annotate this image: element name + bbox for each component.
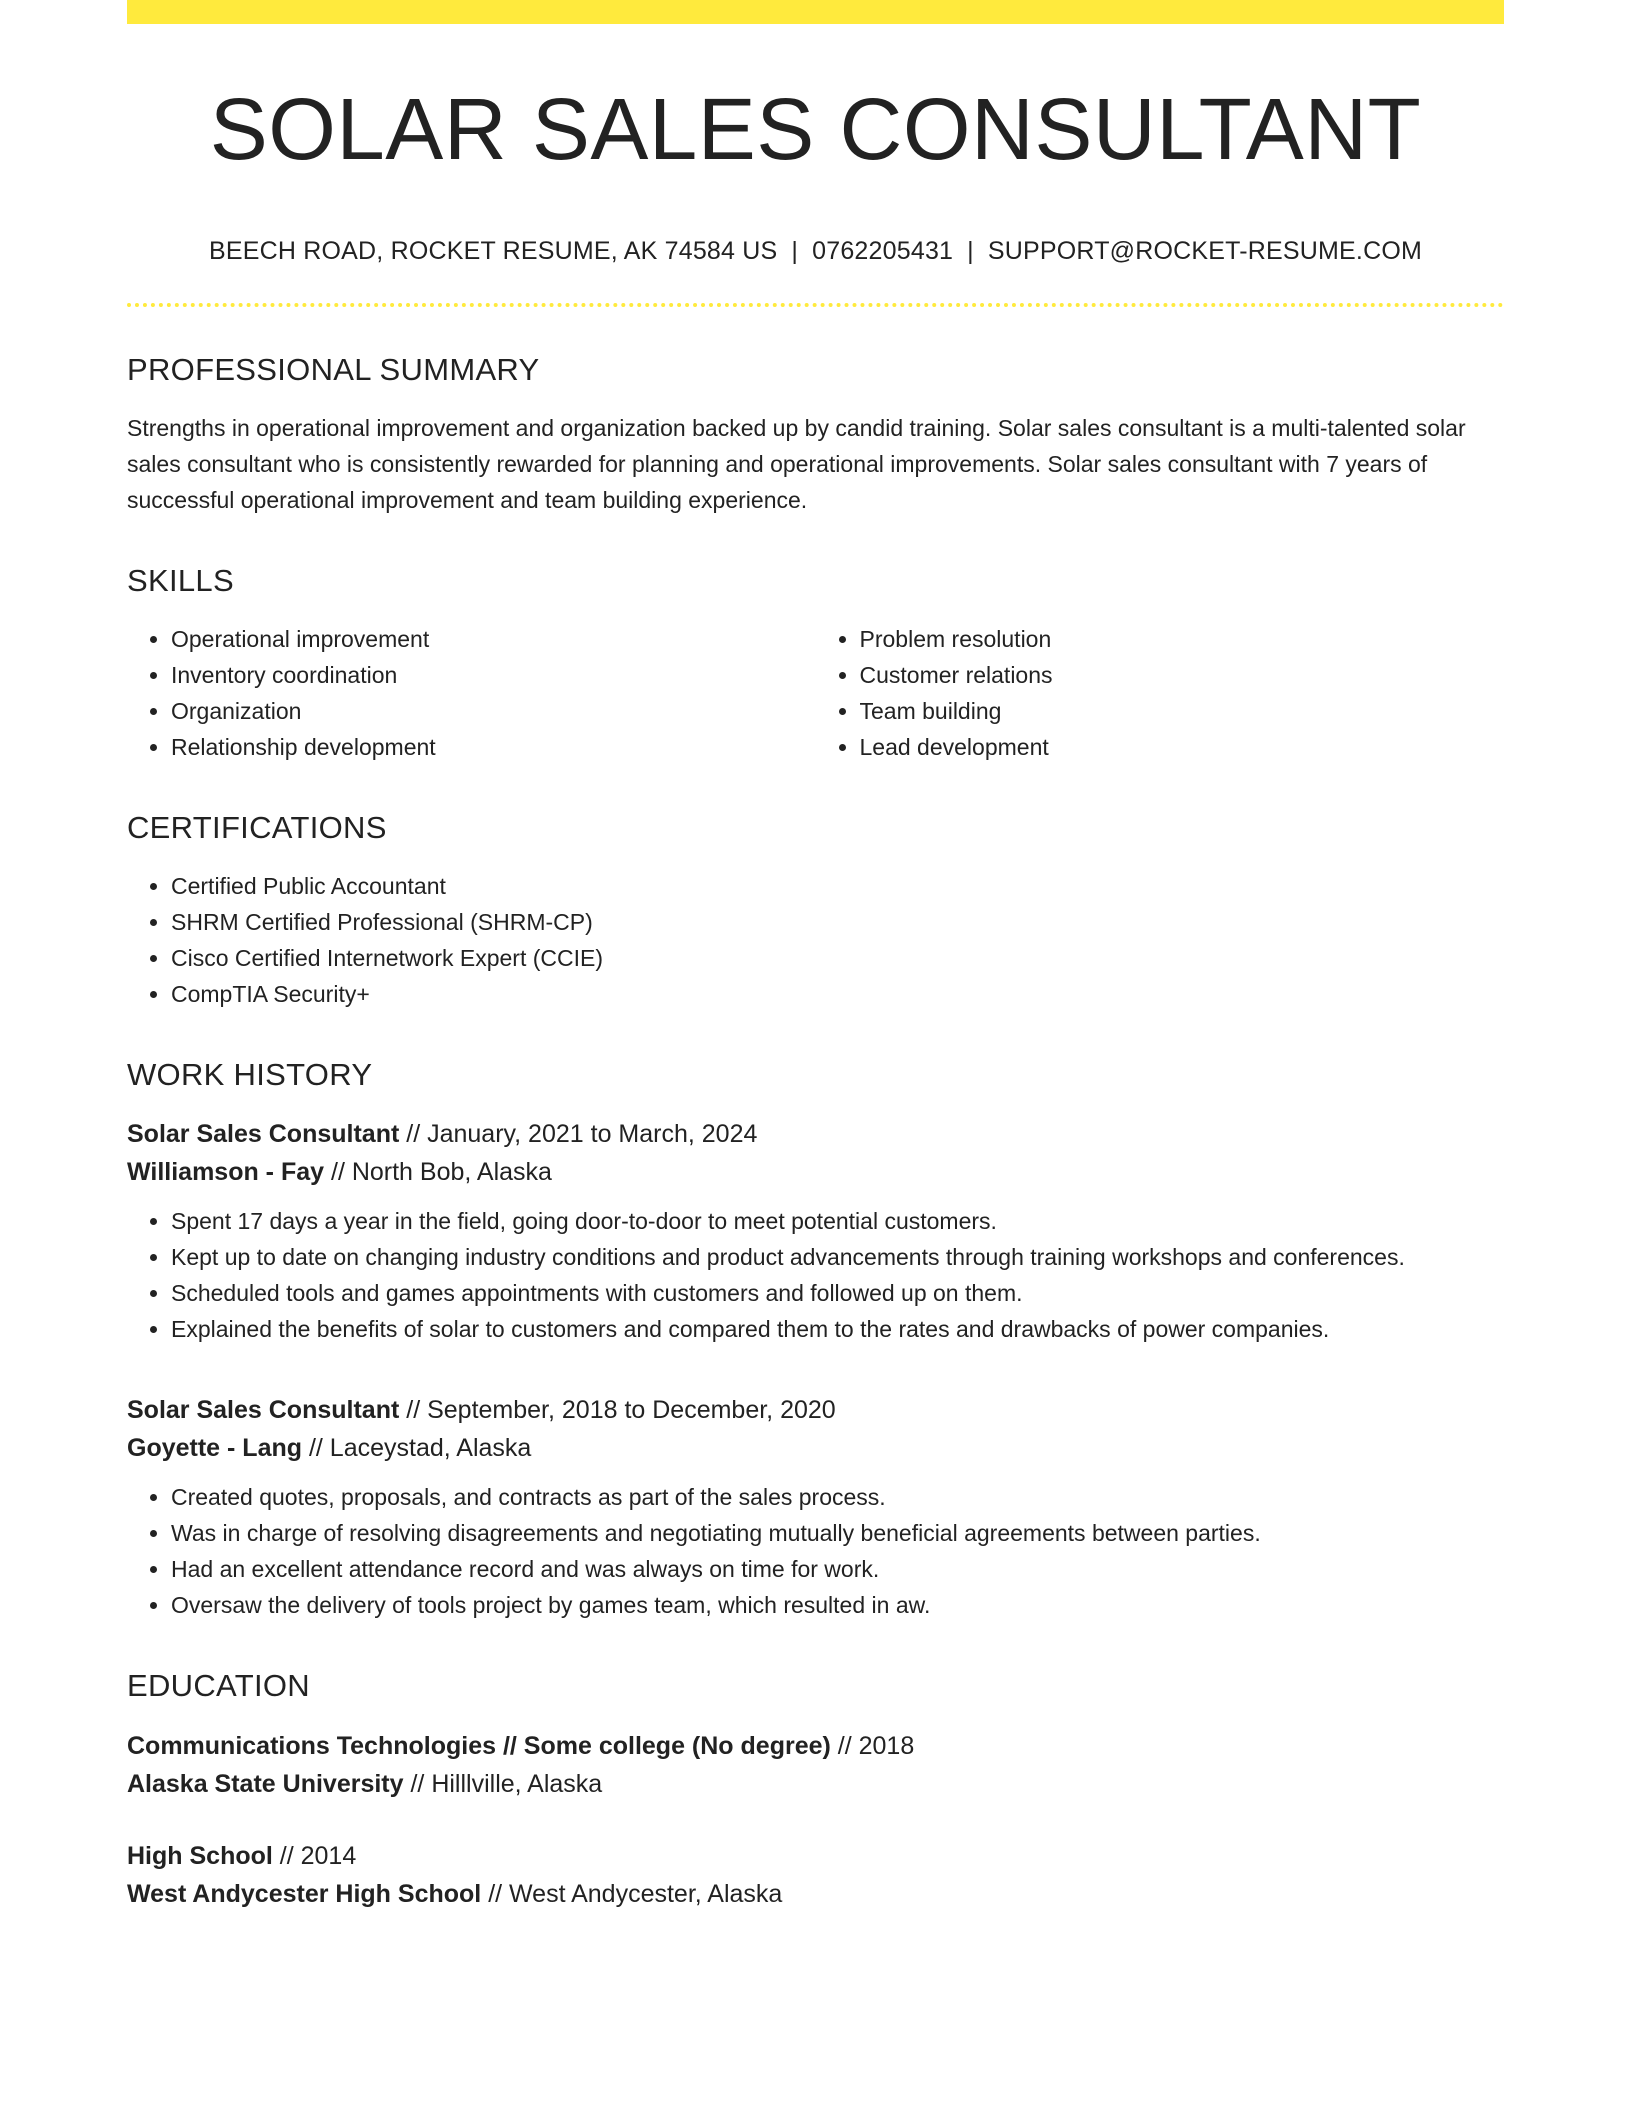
- section-heading-summary: PROFESSIONAL SUMMARY: [127, 351, 540, 387]
- job-company-line: [127, 1153, 1504, 1191]
- education-degree-line: [127, 1837, 1504, 1875]
- job-location: // Laceystad, Alaska: [302, 1434, 532, 1463]
- education-location: // West Andycester, Alaska: [481, 1879, 783, 1908]
- summary-text: Strengths in operational improvement and organization backed up by candid training. Solar sales consultant is a multi-talented solar sales consultant who is consistently rewarded for planning and operational improvements. Solar sales consultant with 7 years of successful operational improvement and team building experience.: [127, 414, 1466, 513]
- certification-item: • SHRM Certified Professional (SHRM-CP): [171, 904, 1504, 940]
- certification-item: • Cisco Certified Internetwork Expert (CCIE): [171, 940, 1504, 976]
- skill-item: • Team building: [860, 693, 1505, 729]
- job-location: // North Bob, Alaska: [324, 1158, 552, 1187]
- accent-top-bar: [127, 0, 1504, 24]
- job-title-line: [127, 1391, 1504, 1429]
- job-bullet: • Oversaw the delivery of tools project by games team, which resulted in aw.: [171, 1587, 1504, 1623]
- job-title: Solar Sales Consultant: [127, 1396, 400, 1425]
- skills-list-right: [816, 621, 1505, 765]
- skill-item: • Organization: [171, 693, 816, 729]
- contact-line: [127, 236, 1504, 266]
- job-company: Goyette - Lang: [127, 1434, 303, 1463]
- section-heading-work-history: WORK HISTORY: [127, 1057, 373, 1093]
- skill-item: • Customer relations: [860, 657, 1505, 693]
- skill-item: • Relationship development: [171, 729, 816, 765]
- job-entry: [127, 1391, 1504, 1623]
- contact-email[interactable]: SUPPORT@ROCKET-RESUME.COM: [987, 236, 1423, 265]
- skill-item: • Lead development: [860, 729, 1505, 765]
- job-dates: // September, 2018 to December, 2020: [399, 1396, 836, 1425]
- skills-list-left: [127, 621, 816, 765]
- job-bullets: [127, 1479, 1504, 1623]
- education-degree: Communications Technologies // Some college (No degree): [127, 1731, 831, 1760]
- skills-grid: [127, 621, 1504, 765]
- job-title-line: [127, 1115, 1504, 1153]
- job-bullet: • Scheduled tools and games appointments with customers and followed up on them.: [171, 1275, 1504, 1311]
- education-school-line: [127, 1875, 1504, 1913]
- contact-separator: |: [967, 236, 974, 265]
- job-bullet: • Had an excellent attendance record and was always on time for work.: [171, 1551, 1504, 1587]
- section-heading-education: EDUCATION: [127, 1668, 310, 1704]
- education-school: Alaska State University: [127, 1769, 404, 1798]
- certification-item: • CompTIA Security+: [171, 976, 1504, 1012]
- certifications-list: [127, 868, 1504, 1012]
- education-degree: High School: [127, 1841, 273, 1870]
- certification-item: • Certified Public Accountant: [171, 868, 1504, 904]
- job-company-line: [127, 1429, 1504, 1467]
- education-degree-line: [127, 1727, 1504, 1765]
- job-title: Solar Sales Consultant: [127, 1120, 400, 1149]
- job-company: Williamson - Fay: [127, 1158, 325, 1187]
- job-entry: [127, 1115, 1504, 1347]
- resume-page: [127, 0, 1504, 1913]
- job-bullet: • Explained the benefits of solar to customers and compared them to the rates and drawbacks of power companies.: [171, 1311, 1504, 1347]
- job-dates: // January, 2021 to March, 2024: [399, 1120, 758, 1149]
- job-bullets: [127, 1203, 1504, 1347]
- resume-title: SOLAR SALES CONSULTANT: [209, 81, 1422, 178]
- contact-address: BEECH ROAD, ROCKET RESUME, AK 74584 US: [208, 236, 778, 265]
- education-year: // 2018: [830, 1731, 915, 1760]
- education-school: West Andycester High School: [127, 1879, 482, 1908]
- contact-phone: 0762205431: [812, 236, 954, 265]
- education-entry: [127, 1837, 1504, 1913]
- job-bullet: • Was in charge of resolving disagreements and negotiating mutually beneficial agreements between parties.: [171, 1515, 1504, 1551]
- education-school-line: [127, 1765, 1504, 1803]
- education-year: // 2014: [272, 1841, 357, 1870]
- job-bullet: • Kept up to date on changing industry conditions and product advancements through training workshops and conferences.: [171, 1239, 1504, 1275]
- contact-separator: |: [791, 236, 799, 265]
- job-bullet: • Created quotes, proposals, and contracts as part of the sales process.: [171, 1479, 1504, 1515]
- section-heading-skills: SKILLS: [127, 562, 234, 598]
- job-bullet: • Spent 17 days a year in the field, going door-to-door to meet potential customers.: [171, 1203, 1504, 1239]
- section-heading-certifications: CERTIFICATIONS: [127, 810, 387, 846]
- skill-item: • Operational improvement: [171, 621, 816, 657]
- header-divider: [127, 303, 1504, 307]
- skill-item: • Problem resolution: [860, 621, 1505, 657]
- education-entry: [127, 1727, 1504, 1803]
- education-location: // Hilllville, Alaska: [403, 1769, 603, 1798]
- skill-item: • Inventory coordination: [171, 657, 816, 693]
